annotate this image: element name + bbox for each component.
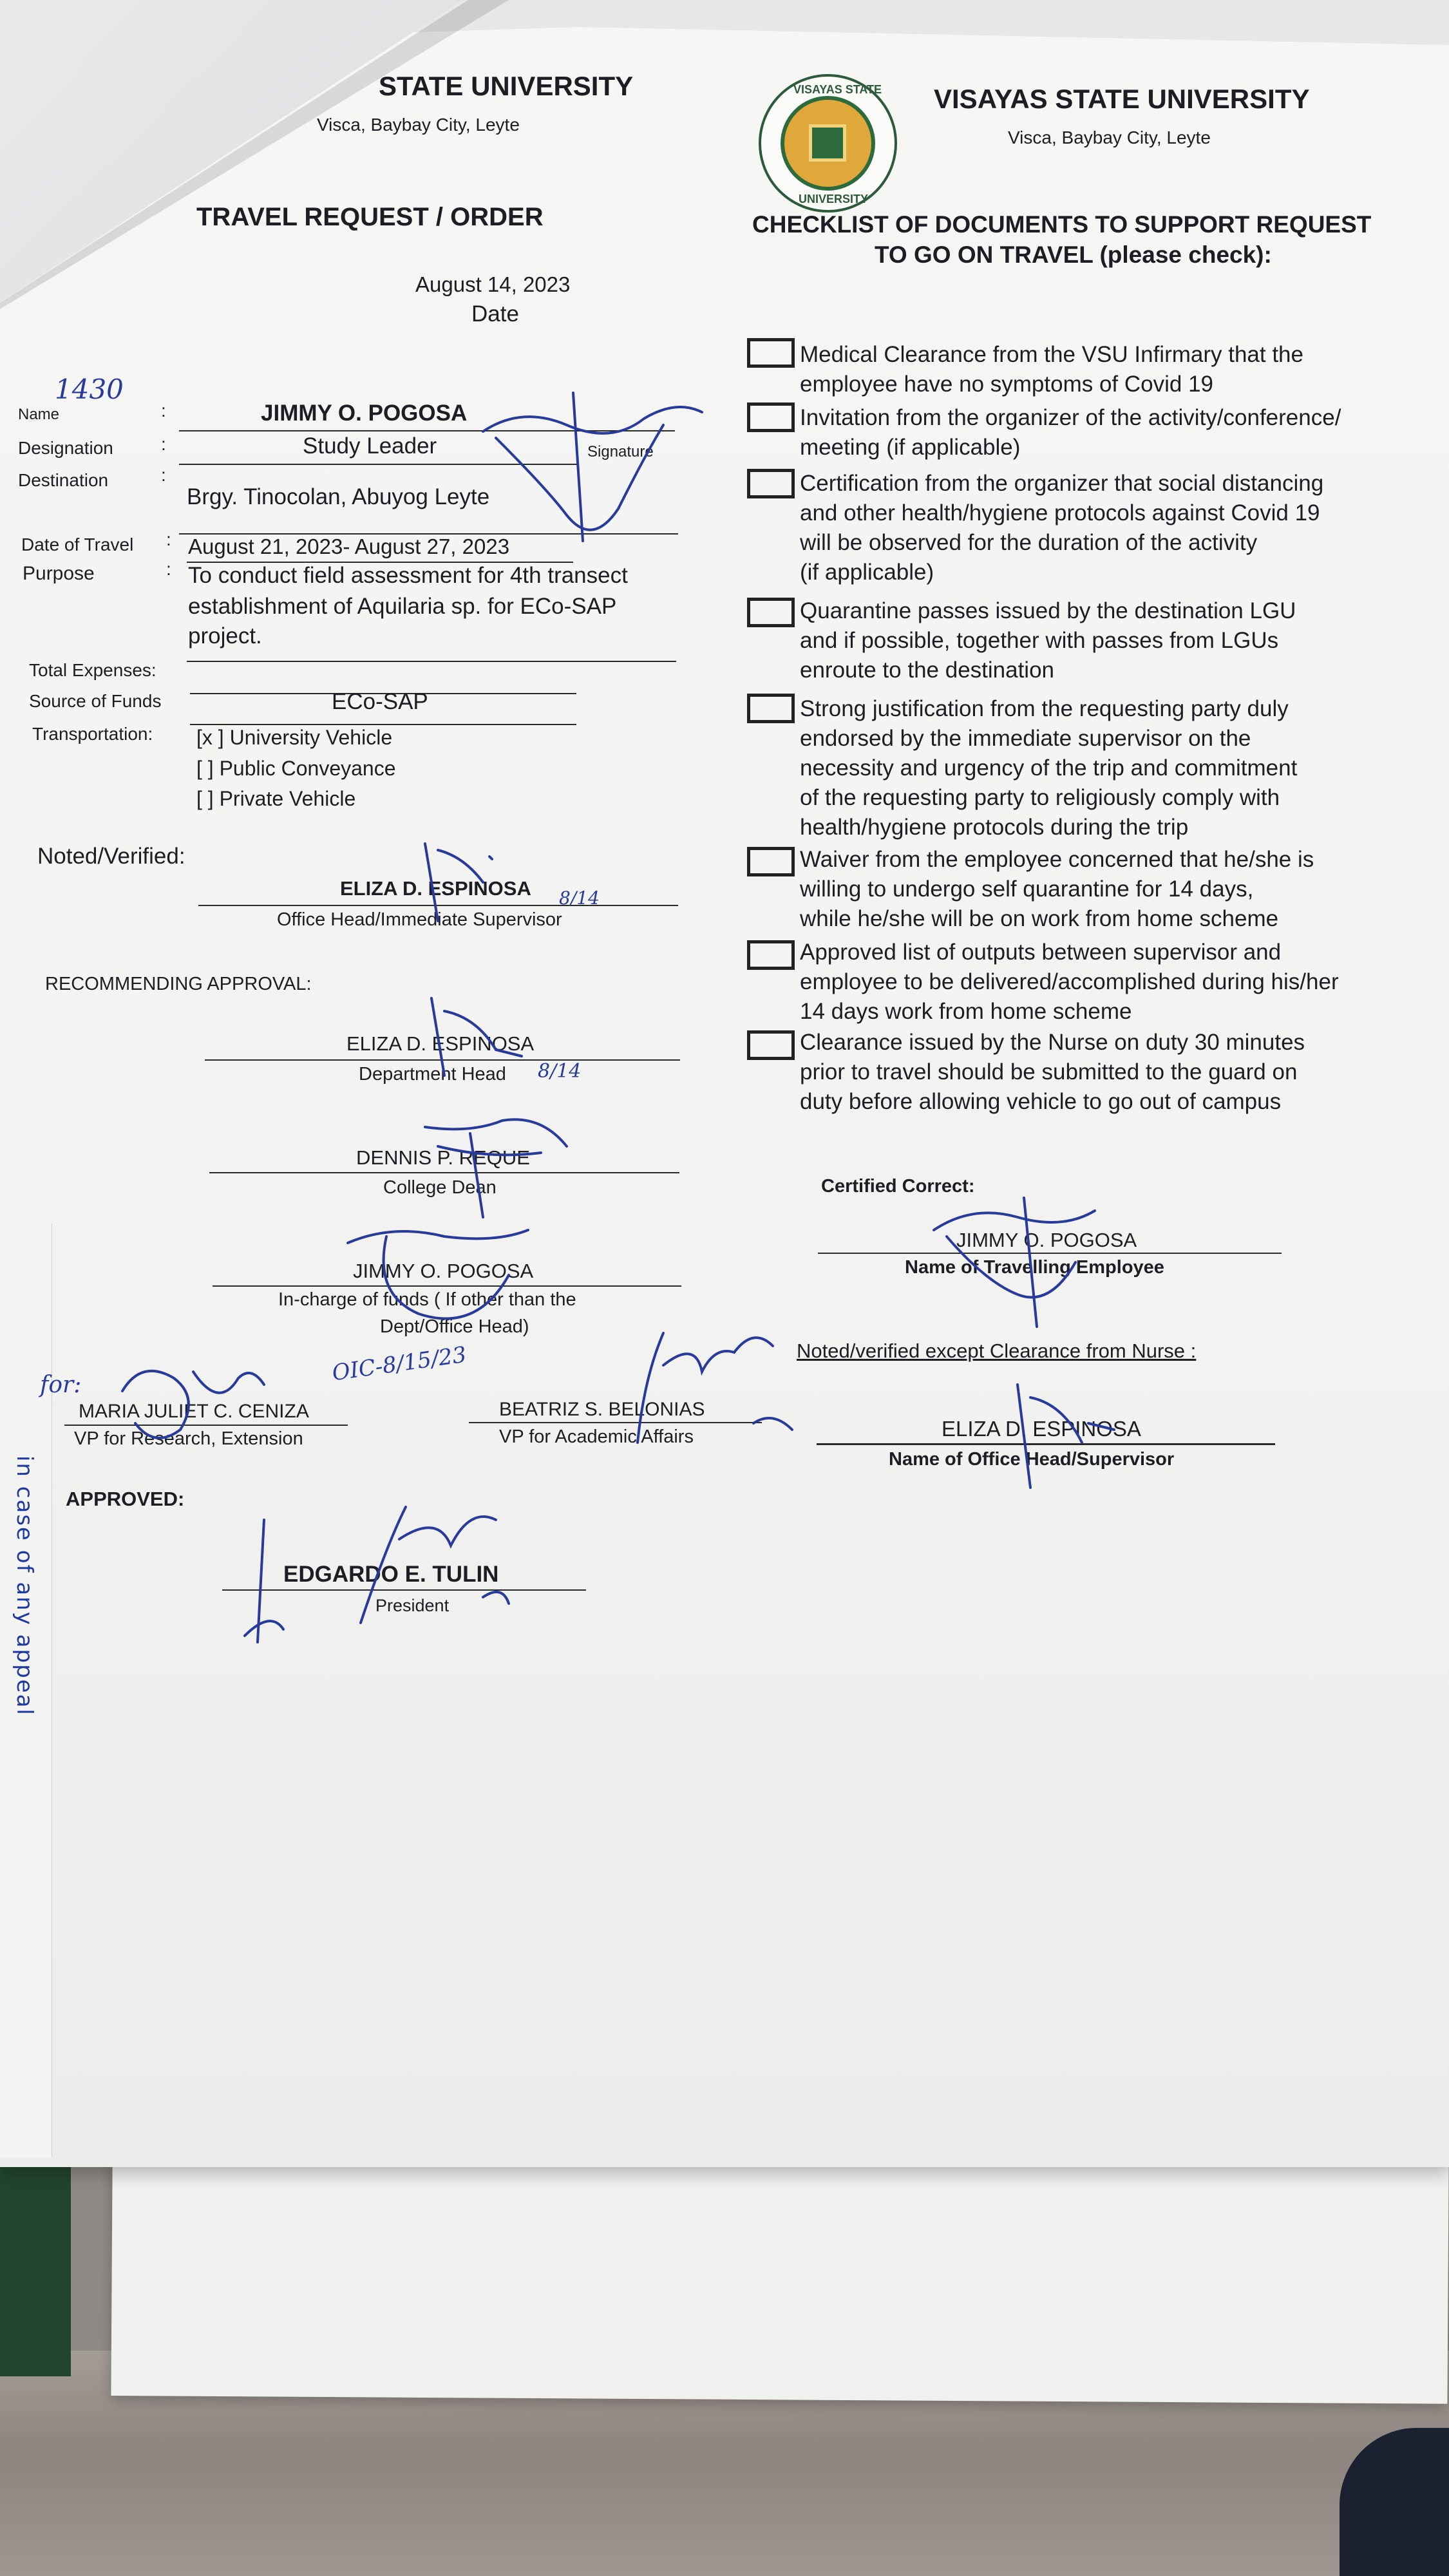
seal-text-top: VISAYAS STATE [793, 83, 882, 96]
designation-label: Designation [18, 438, 113, 458]
seal-text-bottom: UNIVERSITY [799, 193, 869, 205]
checklist-item-strong-justification: Strong justification from the requesting party duly endorsed by the immediate supervisor on the necessity and urgency of the trip and commitment of the requesting party to religiously comply with health/hygiene protocols during the trip [800, 696, 1298, 840]
source-of-funds-value: ECo-SAP [332, 689, 428, 714]
colon: : [161, 465, 166, 485]
checkbox-strong-justification[interactable] [747, 694, 795, 723]
form-title: TRAVEL REQUEST / ORDER [196, 203, 544, 231]
transport-option-private: [ ] Private Vehicle [196, 787, 356, 810]
left-university-address: Visca, Baybay City, Leyte [317, 115, 520, 135]
source-of-funds-label: Source of Funds [29, 691, 162, 711]
employee-signature [921, 1185, 1114, 1340]
checkbox-approved-outputs[interactable] [747, 940, 795, 970]
vp-research-title: VP for Research, Extension [74, 1428, 303, 1449]
checklist-item-medical-clearance: Medical Clearance from the VSU Infirmary that the employee have no symptoms of Covid 19 [800, 342, 1303, 397]
college-dean-title: College Dean [383, 1177, 497, 1198]
noted-except-label: Noted/verified except Clearance from Nurse : [797, 1340, 1197, 1362]
noted-signature [412, 831, 502, 934]
checklist-item-waiver: Waiver from the employee concerned that he/she is willing to undergo self quarantine for 14 days, while he/she will be on work from home scheme [800, 847, 1314, 931]
purpose-line-3: project. [188, 623, 262, 649]
vp-academic-name: BEATRIZ S. BELONIAS [499, 1399, 705, 1420]
checklist-item-certification: Certification from the organizer that social distancing and other health/hygiene protocols against Covid 19 will be observed for the duration of the activity (if applicable) [800, 471, 1324, 585]
vp-research-name: MARIA JULIET C. CENIZA [79, 1401, 309, 1422]
request-date: August 14, 2023 [415, 272, 571, 296]
checkbox-quarantine-passes[interactable] [747, 598, 795, 627]
colon: : [161, 401, 166, 421]
dept-head-signature [419, 985, 535, 1088]
checklist-title-1: CHECKLIST OF DOCUMENTS TO SUPPORT REQUEST [752, 211, 1372, 238]
travelling-employee-name: JIMMY O. POGOSA [956, 1229, 1137, 1251]
purpose-line-1: To conduct field assessment for 4th transect [188, 563, 628, 588]
destination-value: Brgy. Tinocolan, Abuyog Leyte [187, 484, 490, 509]
noted-verified-label: Noted/Verified: [37, 844, 185, 869]
funds-incharge-title-1: In-charge of funds ( If other than the [278, 1289, 576, 1310]
total-expenses-label: Total Expenses: [29, 660, 156, 680]
destination-label: Destination [18, 470, 109, 490]
folder-edge [0, 2164, 71, 2376]
oic-note: OIC-8/15/23 [330, 1341, 468, 1387]
noted-title: Office Head/Immediate Supervisor [277, 909, 562, 930]
vp-academic-title: VP for Academic Affairs [499, 1426, 694, 1447]
funds-incharge-title-2: Dept/Office Head) [380, 1316, 529, 1337]
funds-incharge-name: JIMMY O. POGOSA [353, 1260, 534, 1282]
right-university-name: VISAYAS STATE UNIVERSITY [934, 84, 1310, 114]
noted-name: ELIZA D. ESPINOSA [340, 877, 531, 900]
recommending-approval-label: RECOMMENDING APPROVAL: [45, 974, 312, 994]
college-dean-name: DENNIS P. REQUE [356, 1146, 530, 1169]
name-note-handwritten: 1430 [55, 374, 124, 405]
certified-correct-label: Certified Correct: [821, 1176, 975, 1197]
date-label: Date [471, 301, 519, 327]
checklist-item-invitation: Invitation from the organizer of the activity/conference/ meeting (if applicable) [800, 405, 1341, 460]
checkbox-medical-clearance[interactable] [747, 338, 795, 368]
colon: : [166, 529, 171, 549]
right-university-address: Visca, Baybay City, Leyte [1008, 128, 1211, 147]
noted-initials: 8/14 [559, 887, 600, 909]
name-label: Name [18, 406, 60, 423]
office-head-signature [998, 1372, 1127, 1501]
dean-signature [412, 1108, 580, 1224]
funds-signature [335, 1217, 541, 1346]
for-note: for: [40, 1372, 82, 1398]
purpose-line-2: establishment of Aquilaria sp. for ECo-SAP [188, 594, 617, 619]
transport-option-university: [x ] University Vehicle [196, 726, 393, 749]
dept-head-initials: 8/14 [538, 1060, 582, 1083]
colon: : [161, 434, 166, 454]
president-title: President [375, 1596, 450, 1615]
checkbox-invitation[interactable] [747, 402, 795, 432]
colon: : [166, 559, 171, 579]
checklist-item-quarantine-passes: Quarantine passes issued by the destination LGU and if possible, together with passes from LGUs enroute to the destination [800, 598, 1296, 683]
vp-academic-signature [605, 1314, 811, 1462]
travel-date-value: August 21, 2023- August 27, 2023 [188, 535, 510, 558]
dept-head-name: ELIZA D. ESPINOSA [346, 1032, 535, 1055]
checklist-title-2: TO GO ON TRAVEL (please check): [875, 242, 1272, 268]
travelling-employee-title: Name of Travelling Employee [905, 1257, 1164, 1278]
margin-note: in case of any appeal [12, 1455, 37, 1716]
vp-research-signature [97, 1352, 290, 1455]
left-university-name: STATE UNIVERSITY [379, 71, 634, 101]
checklist-item-nurse-clearance: Clearance issued by the Nurse on duty 30 minutes prior to travel should be submitted to the guard on duty before allowing vehicle to go out of campus [800, 1030, 1305, 1114]
designation-value: Study Leader [303, 433, 437, 459]
office-head-name: ELIZA D. ESPINOSA [942, 1417, 1141, 1441]
transport-option-public: [ ] Public Conveyance [196, 757, 396, 780]
dept-head-title: Department Head [359, 1064, 506, 1084]
travel-date-label: Date of Travel [21, 535, 134, 554]
checkbox-waiver[interactable] [747, 847, 795, 876]
checklist-item-approved-outputs: Approved list of outputs between supervisor and employee to be delivered/accomplished during his/her 14 days work from home scheme [800, 940, 1339, 1024]
office-head-title: Name of Office Head/Supervisor [889, 1449, 1175, 1470]
approved-label: APPROVED: [66, 1488, 185, 1510]
transportation-label: Transportation: [32, 724, 153, 744]
signature-label: Signature [587, 443, 654, 460]
name-value: JIMMY O. POGOSA [261, 401, 468, 426]
university-seal-icon [759, 74, 897, 213]
purpose-label: Purpose [23, 563, 95, 584]
applicant-signature [470, 386, 715, 554]
president-name: EDGARDO E. TULIN [283, 1562, 499, 1587]
president-signature [232, 1481, 515, 1649]
checkbox-nurse-clearance[interactable] [747, 1030, 795, 1060]
checkbox-certification[interactable] [747, 469, 795, 498]
